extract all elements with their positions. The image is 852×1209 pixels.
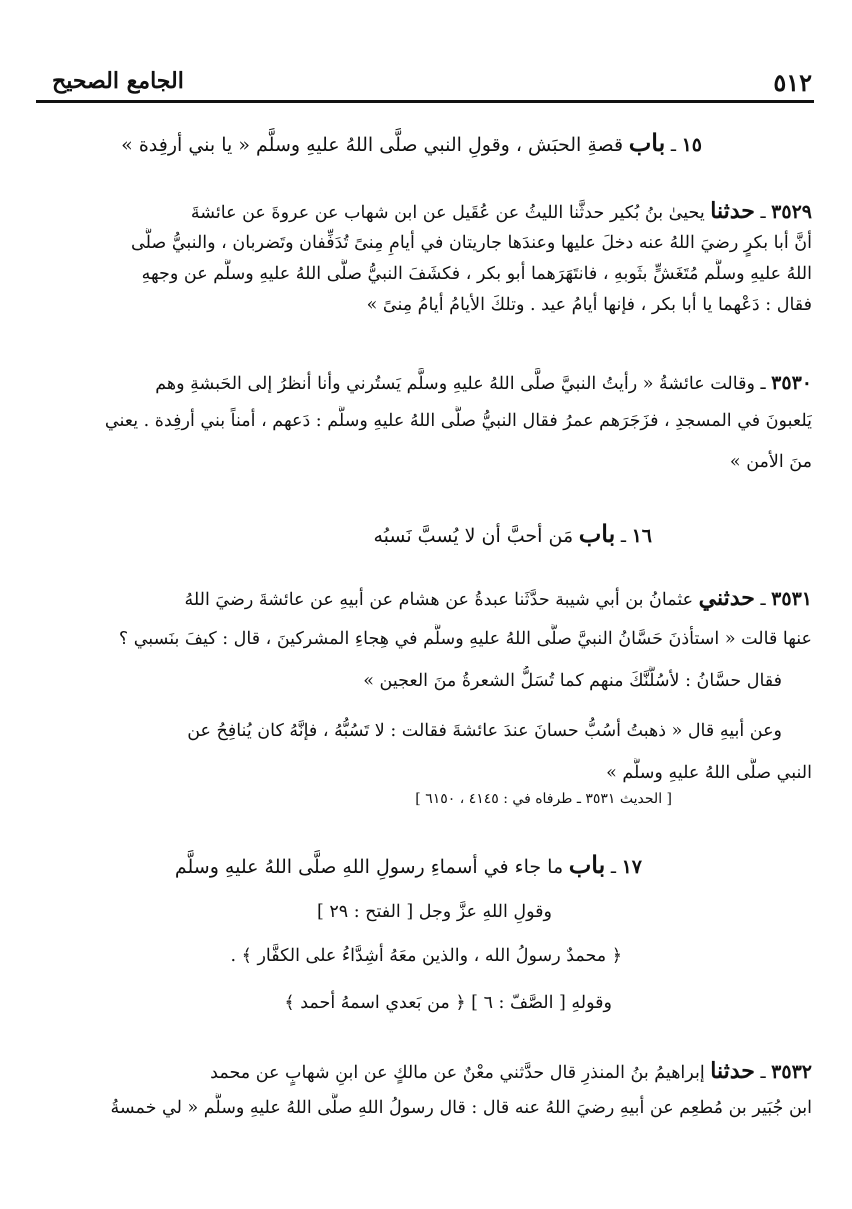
chapter-heading-15: ١٥ ـ باب قصةِ الحبَش ، وقولِ النبي صلَّى اللهُ عليهِ وسلَّم « يا بني أرفِدة » xyxy=(121,128,702,157)
hadith-3529-line-3: اللهُ عليهِ وسلَّم مُتَغَشٍّ بثَوبهِ ، فانتَهَرَهما أبو بكر ، فكشَفَ النبيُّ صلَّى اللهُ عليهِ وسلَّم عن وجههِ xyxy=(141,264,812,284)
hadith-3531-line-1: ٣٥٣١ ـ حدثني عثمانُ بن أبي شيبة حدَّثَنا عبدةُ عن هشام عن أبيهِ عن عائشةَ رضيَ اللهُ xyxy=(184,585,812,611)
hadith-number: ٣٥٣١ xyxy=(771,588,812,610)
hadith-3529-line-1: ٣٥٢٩ ـ حدثنا يحيىٰ بنُ بُكير حدثَّنا الليثُ عن عُقَيل عن ابن شهاب عن عروةَ عن عائشةَ xyxy=(190,198,812,224)
narration-keyword: حدثني xyxy=(698,585,755,611)
hadith-number: ٣٥٢٩ xyxy=(771,201,812,223)
hadith-3532-line-1: ٣٥٣٢ ـ حدثنا إبراهيمُ بنُ المنذرِ قال حدَّثني معْنٌ عن مالكٍ عن ابنِ شهابٍ عن محمد xyxy=(210,1058,812,1084)
hadith-number: ٣٥٣٢ xyxy=(771,1061,812,1083)
hadith-3530-line-3: منَ الأمن » xyxy=(729,452,812,472)
hadith-text: يحيىٰ بنُ بُكير حدثَّنا الليثُ عن عُقَيل عن ابن شهاب عن عروةَ عن عائشةَ xyxy=(190,203,705,223)
running-title: الجامع الصحيح xyxy=(52,68,184,94)
chapter-title: مَن أحبَّ أن لا يُسبَّ نَسبُه xyxy=(373,525,574,547)
page-number: ٥١٢ xyxy=(773,68,812,97)
hadith-text: عثمانُ بن أبي شيبة حدَّثَنا عبدةُ عن هشام عن أبيهِ عن عائشةَ رضيَ اللهُ xyxy=(184,590,694,610)
bab-label: باب xyxy=(628,128,666,157)
verse-citation-1: وقولِ اللهِ عزَّ وجل [ الفتح : ٢٩ ] xyxy=(316,902,552,922)
hadith-3531-line-4: وعن أبيهِ قال « ذهبتُ أسُبُّ حسانَ عندَ عائشةَ فقالت : لا تَسُبُّهُ ، فإنَّهُ كان يُنافِحُ عن xyxy=(187,721,782,741)
chapter-title: ما جاء في أسماءِ رسولِ اللهِ صلَّى اللهُ عليهِ وسلَّم xyxy=(174,856,564,878)
verse-citation-2: وقولهِ [ الصَّفّ : ٦ ] ﴿ من بَعدي اسمهُ أحمد ﴾ xyxy=(284,993,612,1013)
page-header xyxy=(40,68,812,102)
hadith-3529-line-4: فقال : دَعْهما يا أبا بكر ، فإنها أيامُ عيد . وتلكَ الأيامُ أيامُ مِنىً » xyxy=(366,295,812,315)
chapter-number: ١٥ xyxy=(681,134,702,156)
verse-text-1: ﴿ محمدٌ رسولُ الله ، والذين معَهُ أشِدَّاءُ على الكفَّار ﴾ . xyxy=(230,946,622,966)
hadith-3531-line-5: النبي صلَّى اللهُ عليهِ وسلَّم » xyxy=(606,763,812,783)
header-rule xyxy=(36,100,814,103)
hadith-3530-line-1 xyxy=(38,368,812,399)
hadith-3532-line-2: ابن جُبَير بن مُطعِم عن أبيهِ رضيَ اللهُ عنه قال : قال رسولُ اللهِ صلَّى اللهُ عليهِ وسلَّم « لي خمسةُ xyxy=(110,1098,812,1118)
hadith-text: ـ وقالت عائشةُ « رأيتُ النبيَّ صلَّى اللهُ عليهِ وسلَّم يَستُرني وأنا أنظرُ إلى الحَبشةِ وهم xyxy=(155,374,766,394)
chapter-number: ١٦ xyxy=(631,525,652,547)
narration-keyword: حدثنا xyxy=(710,1058,755,1084)
hadith-3530-line-2: يَلعبونَ في المسجدِ ، فزَجَرَهم عمرُ فقال النبيُّ صلَّى اللهُ عليهِ وسلَّم : دَعهم ، أمناً بني أرفِدة . يعني xyxy=(104,411,812,431)
chapter-number: ١٧ xyxy=(621,856,642,878)
hadith-number: ٣٥٣٠ xyxy=(771,372,812,394)
chapter-heading-16: ١٦ ـ باب مَن أحبَّ أن لا يُسبَّ نَسبُه xyxy=(373,519,652,548)
narration-keyword: حدثنا xyxy=(710,198,755,224)
chapter-title: قصةِ الحبَش ، وقولِ النبي صلَّى اللهُ عليهِ وسلَّم « يا بني أرفِدة » xyxy=(121,134,624,156)
hadith-3531-reference: [ الحديث ٣٥٣١ ـ طرفاه في : ٤١٤٥ ، ٦١٥٠ ] xyxy=(415,791,672,807)
hadith-3529-line-2: أنَّ أبا بكرٍ رضيَ اللهُ عنه دخلَ عليها وعندَها جاريتان في أيامِ مِنىً تُدَفِّفان وتَضربان ، والنبيُّ صلَّى xyxy=(131,233,812,253)
bab-label: باب xyxy=(578,519,616,548)
hadith-3531-line-2: عنها قالت « استأذنَ حَسَّانُ النبيَّ صلَّى اللهُ عليهِ وسلَّم في هِجاءِ المشركينَ ، قال : كيفَ بنَسبي ؟ xyxy=(118,629,812,649)
bab-label: باب xyxy=(568,850,606,879)
hadith-3531-line-3: فقال حسَّانُ : لأسُلَّنَّكَ منهم كما تُسَلُّ الشعرةُ منَ العجين » xyxy=(363,671,782,691)
hadith-text: إبراهيمُ بنُ المنذرِ قال حدَّثني معْنٌ عن مالكٍ عن ابنِ شهابٍ عن محمد xyxy=(210,1063,705,1083)
chapter-heading-17: ١٧ ـ باب ما جاء في أسماءِ رسولِ اللهِ صلَّى اللهُ عليهِ وسلَّم xyxy=(174,850,642,879)
